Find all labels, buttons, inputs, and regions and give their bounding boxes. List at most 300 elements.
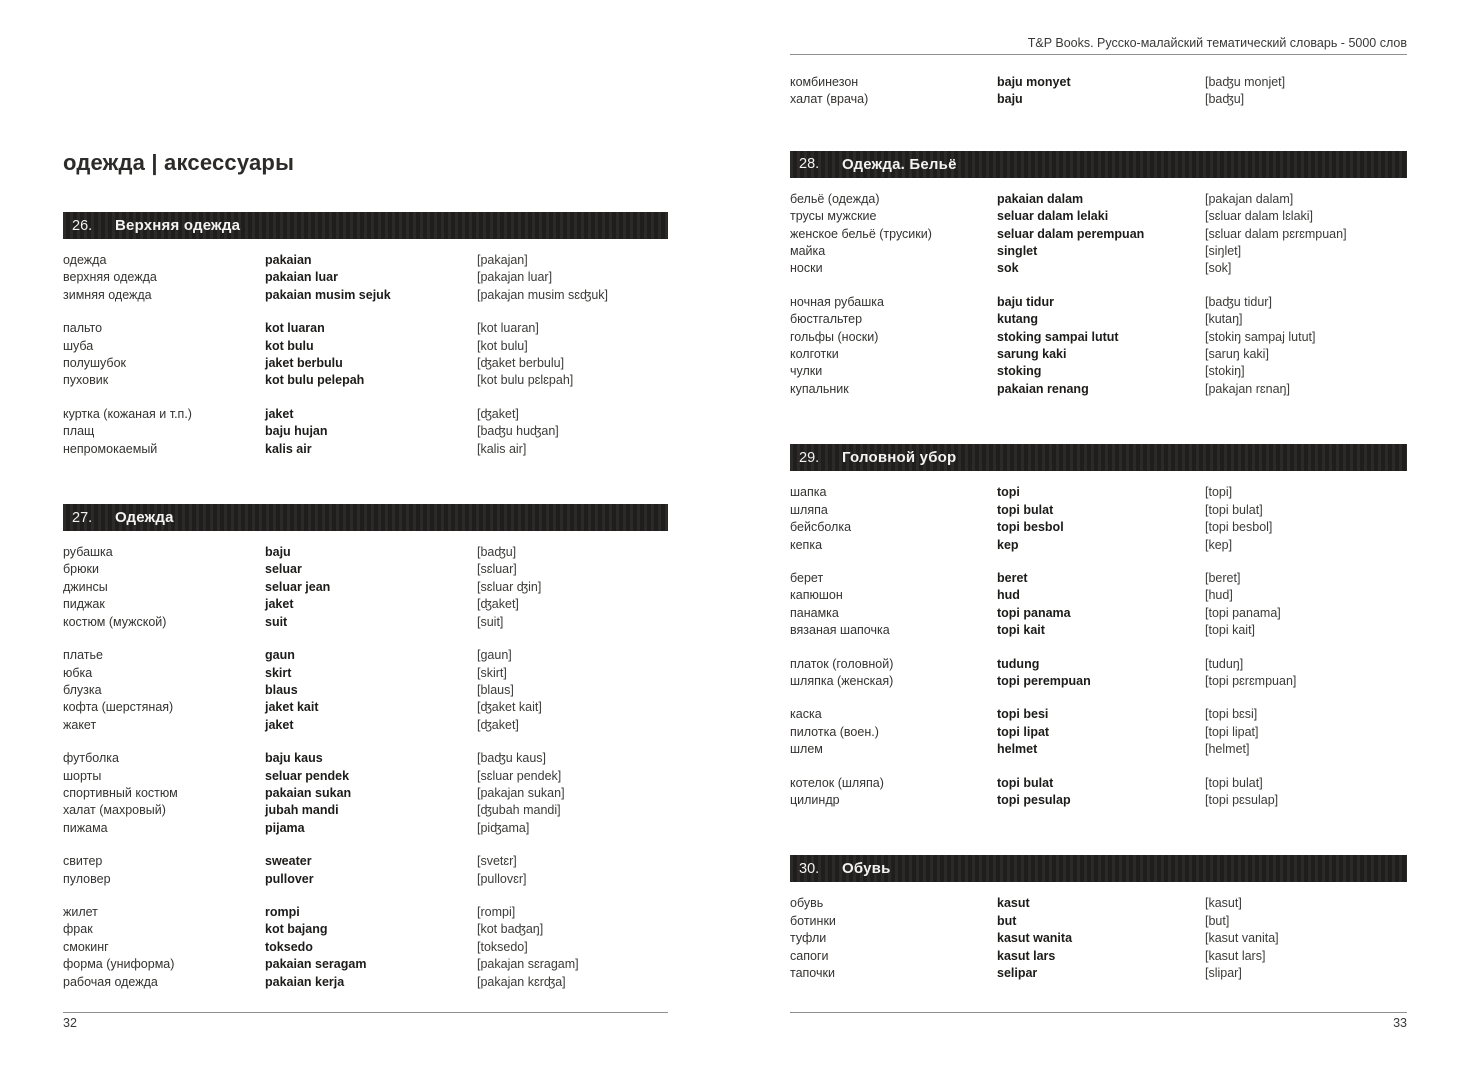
transcription: [baʤu] <box>1205 92 1245 107</box>
dictionary-entry <box>63 682 668 699</box>
malay-term: kot bajang <box>265 922 328 937</box>
transcription: [topi panama] <box>1205 605 1281 620</box>
transcription: [topi kait] <box>1205 623 1256 638</box>
page-right <box>790 0 1407 1080</box>
malay-term: topi besbol <box>997 520 1064 535</box>
transcription: [suit] <box>477 614 504 629</box>
transcription: [ʤaket] <box>477 597 519 612</box>
footer-rule <box>790 1012 1407 1013</box>
transcription: [topi bulat] <box>1205 502 1263 517</box>
malay-term: kasut <box>997 896 1030 911</box>
malay-term: seluar <box>265 562 302 577</box>
russian-term: спортивный костюм <box>63 785 178 800</box>
russian-term: пилотка (воен.) <box>790 724 879 739</box>
malay-term: jaket <box>265 406 294 421</box>
russian-term: пижама <box>63 820 108 835</box>
dictionary-entry <box>63 871 668 888</box>
dictionary-entry <box>790 724 1407 741</box>
section-header <box>790 444 1407 471</box>
russian-term: рабочая одежда <box>63 974 158 989</box>
page-number-left: 32 <box>63 1016 77 1030</box>
russian-term: туфли <box>790 931 827 946</box>
dictionary-section <box>63 212 668 458</box>
section-header <box>790 855 1407 882</box>
russian-term: шляпка (женская) <box>790 673 894 688</box>
running-header <box>790 36 1407 55</box>
russian-term: костюм (мужской) <box>63 614 167 629</box>
dictionary-entry <box>63 614 668 631</box>
transcription: [ʤubah mandi] <box>477 803 561 818</box>
malay-term: topi bulat <box>997 502 1054 517</box>
transcription: [sɛluar dalam pɛrɛmpuan] <box>1205 226 1347 241</box>
russian-term: трусы мужские <box>790 209 877 224</box>
transcription: [kasut] <box>1205 896 1242 911</box>
dictionary-entry <box>790 346 1407 363</box>
malay-term: jaket <box>265 597 294 612</box>
russian-term: пуховик <box>63 373 109 388</box>
malay-term: pakaian sukan <box>265 785 352 800</box>
russian-term: майка <box>790 244 826 259</box>
russian-term: кепка <box>790 537 823 552</box>
transcription: [svetɛr] <box>477 854 517 869</box>
russian-term: кофта (шерстяная) <box>63 700 174 715</box>
dictionary-section <box>790 855 1407 982</box>
dictionary-entry <box>63 820 668 837</box>
russian-term: юбка <box>63 665 93 680</box>
malay-term: kasut lars <box>997 948 1056 963</box>
russian-term: свитер <box>63 854 103 869</box>
russian-term: сапоги <box>790 948 829 963</box>
dictionary-entry <box>790 260 1407 277</box>
russian-term: куртка (кожаная и т.п.) <box>63 406 192 421</box>
dictionary-entry <box>790 622 1407 639</box>
russian-term: шапка <box>790 485 827 500</box>
dictionary-entry <box>63 956 668 973</box>
entry-group <box>790 775 1407 810</box>
malay-term: pakaian musim sejuk <box>265 287 391 302</box>
malay-term: kutang <box>997 312 1038 327</box>
russian-term: бейсболка <box>790 520 852 535</box>
russian-term: рубашка <box>63 545 113 560</box>
russian-term: плащ <box>63 424 95 439</box>
malay-term: baju <box>997 92 1023 107</box>
transcription: [kot bulu] <box>477 338 528 353</box>
dictionary-entry <box>63 802 668 819</box>
russian-term: носки <box>790 261 823 276</box>
russian-term: джинсы <box>63 579 108 594</box>
entry-group <box>63 406 668 458</box>
dictionary-entry <box>790 605 1407 622</box>
russian-term: брюки <box>63 562 99 577</box>
transcription: [pakajan sɛragam] <box>477 957 579 972</box>
transcription: [sɛluar pendek] <box>477 768 562 783</box>
transcription: [pakajan] <box>477 253 528 267</box>
russian-term: жилет <box>63 904 98 919</box>
malay-term: baju monyet <box>997 75 1071 89</box>
malay-term: topi kait <box>997 623 1045 638</box>
dictionary-entry <box>63 579 668 596</box>
russian-term: ночная рубашка <box>790 294 884 309</box>
dictionary-entry <box>63 441 668 458</box>
transcription: [skirt] <box>477 665 507 680</box>
section-number: 26. <box>72 217 93 234</box>
transcription: [blaus] <box>477 682 514 697</box>
malay-term: sarung kaki <box>997 347 1067 362</box>
transcription: [baʤu] <box>477 545 517 560</box>
transcription: [kep] <box>1205 537 1233 552</box>
entry-group <box>63 750 668 837</box>
dictionary-entry <box>790 381 1407 398</box>
transcription: [sok] <box>1205 261 1232 276</box>
transcription: [beret] <box>1205 570 1241 585</box>
russian-term: пальто <box>63 321 103 336</box>
transcription: [baʤu tidur] <box>1205 294 1272 309</box>
dictionary-entry <box>790 673 1407 690</box>
russian-term: бюстгальтер <box>790 312 863 327</box>
dictionary-entry <box>790 208 1407 225</box>
malay-term: tudung <box>997 656 1040 671</box>
malay-term: singlet <box>997 244 1038 259</box>
transcription: [pakajan luar] <box>477 270 553 285</box>
transcription: [baʤu kaus] <box>477 751 547 766</box>
section-number: 30. <box>799 860 820 877</box>
transcription: [topi bɛsi] <box>1205 707 1258 722</box>
malay-term: baju kaus <box>265 751 323 766</box>
transcription: [siŋlet] <box>1205 244 1242 259</box>
malay-term: pakaian dalam <box>997 191 1084 206</box>
dictionary-entry <box>63 596 668 613</box>
transcription: [kasut lars] <box>1205 948 1266 963</box>
dictionary-entry <box>790 329 1407 346</box>
entry-group <box>790 706 1407 758</box>
malay-term: blaus <box>265 682 298 697</box>
malay-term: helmet <box>997 742 1038 757</box>
transcription: [hud] <box>1205 588 1233 603</box>
section-number: 27. <box>72 509 93 526</box>
dictionary-entry <box>790 311 1407 328</box>
malay-term: jubah mandi <box>265 803 339 818</box>
malay-term: toksedo <box>265 939 313 954</box>
running-header-text: T&P Books. Русско-малайский тематический словарь - 5000 слов <box>1027 36 1407 50</box>
dictionary-entry <box>63 785 668 802</box>
transcription: [baʤu huʤan] <box>477 424 559 439</box>
malay-term: stoking <box>997 364 1042 379</box>
carryover-entries <box>790 74 1407 109</box>
transcription: [stokiŋ sampaj lutut] <box>1205 329 1316 344</box>
entry-group <box>790 656 1407 691</box>
russian-term: смокинг <box>63 939 109 954</box>
dictionary-entry <box>63 768 668 785</box>
malay-term: selipar <box>997 966 1038 980</box>
transcription: [kalis air] <box>477 441 527 456</box>
transcription: [topi] <box>1205 485 1233 500</box>
transcription: [sɛluar ʤin] <box>477 579 542 594</box>
russian-term: непромокаемый <box>63 441 158 456</box>
malay-term: seluar pendek <box>265 768 350 783</box>
page-number-right: 33 <box>1393 1016 1407 1030</box>
malay-term: kot bulu <box>265 338 314 353</box>
russian-term: футболка <box>63 751 119 766</box>
russian-term: вязаная шапочка <box>790 623 890 638</box>
dictionary-entry <box>790 656 1407 673</box>
russian-term: купальник <box>790 381 849 396</box>
entry-group <box>63 544 668 631</box>
malay-term: baju hujan <box>265 424 328 439</box>
russian-term: шляпа <box>790 502 828 517</box>
malay-term: but <box>997 913 1017 928</box>
malay-term: topi <box>997 485 1020 500</box>
dictionary-entry <box>790 484 1407 501</box>
dictionary-entry <box>790 243 1407 260</box>
russian-term: тапочки <box>790 966 835 980</box>
malay-term: jaket berbulu <box>265 356 343 371</box>
russian-term: панамка <box>790 605 839 620</box>
header-rule <box>790 54 1407 55</box>
transcription: [ʤaket kait] <box>477 700 542 715</box>
section-title: Обувь <box>842 860 891 878</box>
malay-term: kot luaran <box>265 321 325 336</box>
transcription: [kot bulu pɛlɛpah] <box>477 373 574 388</box>
dictionary-entry <box>63 544 668 561</box>
entry-group <box>790 191 1407 278</box>
transcription: [pakajan musim sɛʤuk] <box>477 287 608 302</box>
malay-term: suit <box>265 614 288 629</box>
malay-term: pakaian renang <box>997 381 1089 396</box>
transcription: [topi lipat] <box>1205 724 1259 739</box>
dictionary-section <box>63 504 668 991</box>
russian-term: капюшон <box>790 588 843 603</box>
footer-rule <box>63 1012 668 1013</box>
malay-term: seluar dalam perempuan <box>997 226 1145 241</box>
russian-term: зимняя одежда <box>63 287 152 302</box>
russian-term: комбинезон <box>790 75 859 89</box>
transcription: [tuduŋ] <box>1205 656 1244 671</box>
transcription: [kutaŋ] <box>1205 312 1243 327</box>
dictionary-entry <box>790 930 1407 947</box>
dictionary-entry <box>63 974 668 991</box>
entry-group <box>790 294 1407 398</box>
malay-term: topi panama <box>997 605 1071 620</box>
transcription: [pakajan rɛnaŋ] <box>1205 381 1290 396</box>
transcription: [stokiŋ] <box>1205 364 1245 379</box>
dictionary-entry <box>63 699 668 716</box>
russian-term: чулки <box>790 364 823 379</box>
russian-term: бельё (одежда) <box>790 191 880 206</box>
dictionary-entry <box>63 853 668 870</box>
russian-term: колготки <box>790 347 839 362</box>
section-number: 29. <box>799 449 820 466</box>
russian-term: халат (врача) <box>790 92 869 107</box>
dictionary-entry <box>63 750 668 767</box>
russian-term: одежда <box>63 253 107 267</box>
entry-group <box>63 904 668 991</box>
russian-term: форма (униформа) <box>63 957 175 972</box>
russian-term: шлем <box>790 742 823 757</box>
malay-term: rompi <box>265 904 300 919</box>
section-header <box>63 212 668 239</box>
entry-group <box>790 895 1407 982</box>
transcription: [topi besbol] <box>1205 520 1273 535</box>
transcription: [topi pɛrɛmpuan] <box>1205 673 1297 688</box>
dictionary-entry <box>63 939 668 956</box>
dictionary-entry <box>63 269 668 286</box>
dictionary-entry <box>63 921 668 938</box>
transcription: [ʤaket] <box>477 717 519 732</box>
transcription: [kot luaran] <box>477 321 539 336</box>
russian-term: жакет <box>63 717 97 732</box>
dictionary-entry <box>790 775 1407 792</box>
dictionary-entry <box>790 74 1407 91</box>
malay-term: kalis air <box>265 441 312 456</box>
dictionary-entry <box>790 519 1407 536</box>
transcription: [toksedo] <box>477 939 528 954</box>
entry-group <box>63 647 668 734</box>
malay-term: kot bulu pelepah <box>265 373 365 388</box>
malay-term: topi pesulap <box>997 792 1071 807</box>
russian-term: верхняя одежда <box>63 270 157 285</box>
chapter-title: одежда | аксессуары <box>63 150 295 175</box>
entry-group <box>63 853 668 888</box>
dictionary-entry <box>63 647 668 664</box>
malay-term: seluar jean <box>265 579 331 594</box>
dictionary-entry <box>790 741 1407 758</box>
transcription: [saruŋ kaki] <box>1205 347 1269 362</box>
section-title: Головной убор <box>842 449 957 467</box>
russian-term: берет <box>790 570 824 585</box>
entry-group <box>790 484 1407 554</box>
russian-term: платье <box>63 648 103 663</box>
malay-term: jaket kait <box>265 700 319 715</box>
malay-term: kep <box>997 537 1019 552</box>
dictionary-entry <box>63 665 668 682</box>
left-page-footer <box>63 1012 668 1030</box>
malay-term: pakaian kerja <box>265 974 345 989</box>
russian-term: халат (махровый) <box>63 803 166 818</box>
malay-term: jaket <box>265 717 294 732</box>
dictionary-section <box>790 444 1407 809</box>
dictionary-entry <box>790 895 1407 912</box>
section-header <box>63 504 668 531</box>
right-page-footer <box>790 1012 1407 1030</box>
malay-term: topi lipat <box>997 724 1050 739</box>
russian-term: обувь <box>790 896 824 911</box>
malay-term: kasut wanita <box>997 931 1073 946</box>
malay-term: pijama <box>265 820 305 835</box>
dictionary-entry <box>63 423 668 440</box>
entry-group <box>63 252 668 304</box>
dictionary-entry <box>63 252 668 269</box>
dictionary-entry <box>63 372 668 389</box>
russian-term: ботинки <box>790 913 836 928</box>
russian-term: пуловер <box>63 871 111 886</box>
dictionary-entry <box>63 338 668 355</box>
dictionary-entry <box>63 355 668 372</box>
dictionary-entry <box>790 792 1407 809</box>
russian-term: блузка <box>63 682 102 697</box>
dictionary-entry <box>790 587 1407 604</box>
entry-group <box>63 320 668 390</box>
malay-term: baju <box>265 545 291 560</box>
dictionary-entry <box>790 948 1407 965</box>
dictionary-entry <box>63 717 668 734</box>
section-title: Одежда. Бельё <box>842 155 957 173</box>
russian-term: каска <box>790 707 822 722</box>
dictionary-entry <box>63 561 668 578</box>
russian-term: котелок (шляпа) <box>790 775 884 790</box>
dictionary-entry <box>63 406 668 423</box>
dictionary-section <box>790 151 1407 398</box>
malay-term: pakaian <box>265 253 312 267</box>
transcription: [pakajan dalam] <box>1205 191 1294 206</box>
transcription: [gaun] <box>477 648 512 663</box>
transcription: [topi pɛsulap] <box>1205 792 1279 807</box>
transcription: [pakajan kɛrʤa] <box>477 974 566 989</box>
section-title: Верхняя одежда <box>115 217 241 234</box>
malay-term: topi besi <box>997 707 1049 722</box>
malay-term: sweater <box>265 854 312 869</box>
transcription: [ʤaket berbulu] <box>477 356 565 371</box>
russian-term: платок (головной) <box>790 656 894 671</box>
dictionary-entry <box>790 226 1407 243</box>
page-left <box>63 0 668 1080</box>
transcription: [rompi] <box>477 904 516 919</box>
dictionary-entry <box>63 287 668 304</box>
malay-term: pullover <box>265 871 314 886</box>
transcription: [ʤaket] <box>477 406 519 421</box>
dictionary-entry <box>790 570 1407 587</box>
russian-term: цилиндр <box>790 792 840 807</box>
malay-term: stoking sampai lutut <box>997 329 1119 344</box>
malay-term: beret <box>997 570 1028 585</box>
transcription: [topi bulat] <box>1205 775 1263 790</box>
russian-term: женское бельё (трусики) <box>790 226 932 241</box>
russian-term: фрак <box>63 922 93 937</box>
dictionary-entry <box>790 502 1407 519</box>
section-header <box>790 151 1407 178</box>
left-page-sections <box>63 212 668 991</box>
right-page-sections <box>790 151 1407 983</box>
russian-term: гольфы (носки) <box>790 329 879 344</box>
transcription: [pakajan sukan] <box>477 785 565 800</box>
malay-term: gaun <box>265 648 295 663</box>
malay-term: skirt <box>265 665 292 680</box>
dictionary-entry <box>790 363 1407 380</box>
transcription: [slipar] <box>1205 966 1242 980</box>
dictionary-entry <box>63 320 668 337</box>
dictionary-entry <box>790 537 1407 554</box>
transcription: [kot baʤaŋ] <box>477 922 544 937</box>
transcription: [sɛluar dalam lɛlaki] <box>1205 209 1314 224</box>
dictionary-entry <box>790 91 1407 108</box>
russian-term: шорты <box>63 768 102 783</box>
entry-group <box>790 570 1407 640</box>
russian-term: полушубок <box>63 356 126 371</box>
malay-term: seluar dalam lelaki <box>997 209 1109 224</box>
transcription: [sɛluar] <box>477 562 517 577</box>
russian-term: шуба <box>63 338 94 353</box>
malay-term: sok <box>997 261 1019 276</box>
dictionary-entry <box>790 294 1407 311</box>
transcription: [helmet] <box>1205 742 1250 757</box>
dictionary-entry <box>63 904 668 921</box>
transcription: [baʤu monjet] <box>1205 75 1286 89</box>
malay-term: topi perempuan <box>997 673 1091 688</box>
transcription: [kasut vanita] <box>1205 931 1279 946</box>
malay-term: topi bulat <box>997 775 1054 790</box>
malay-term: pakaian seragam <box>265 957 367 972</box>
malay-term: baju tidur <box>997 294 1054 309</box>
transcription: [piʤama] <box>477 820 530 835</box>
